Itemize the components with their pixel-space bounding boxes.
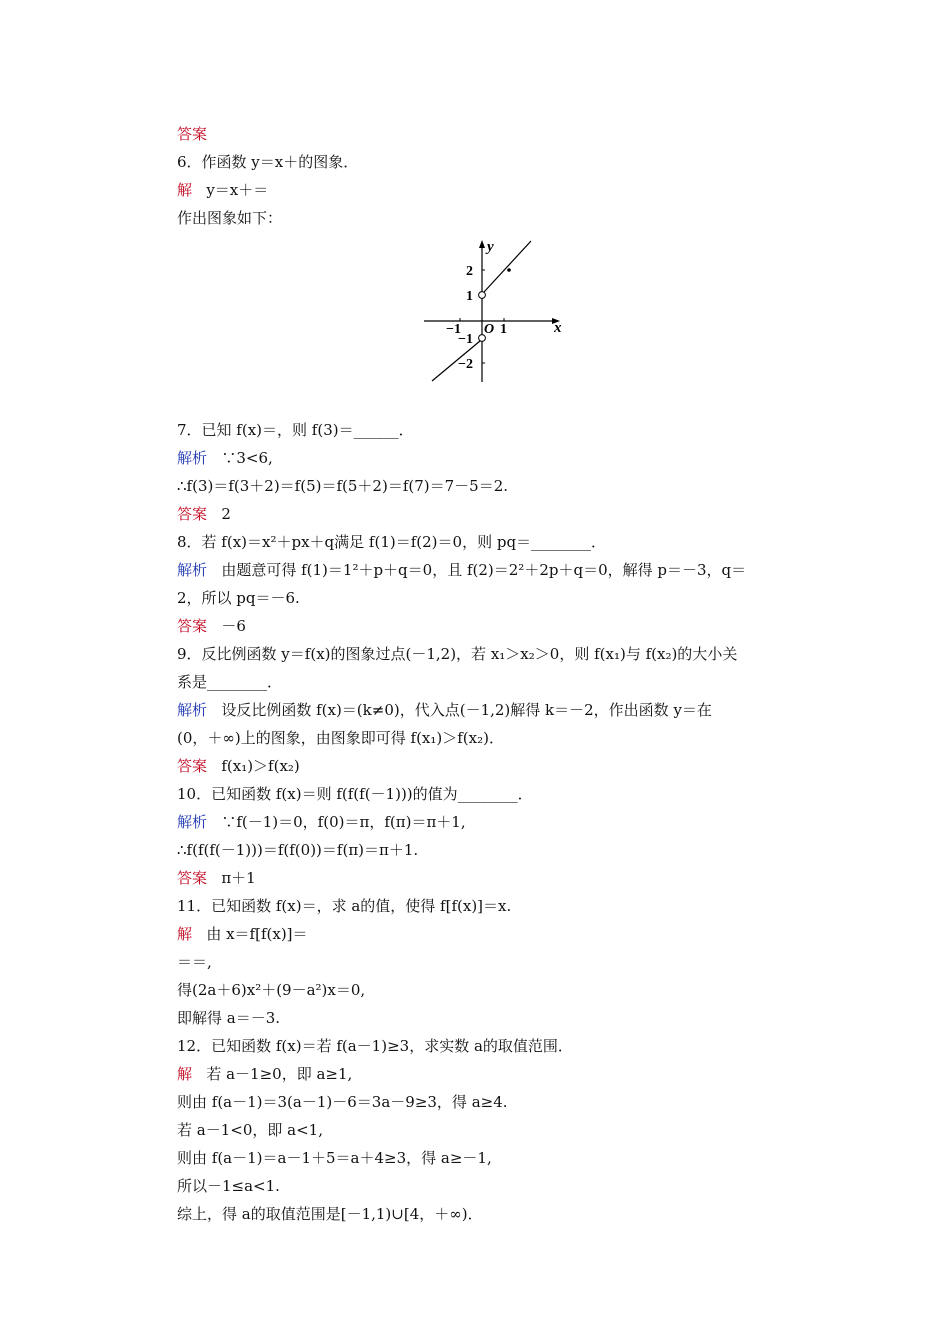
- function-graph: [420, 232, 570, 392]
- q9-analysis-line2: (0，＋∞)上的图象，由图象即可得 f(x₁)＞f(x₂)．: [177, 729, 504, 747]
- analysis-text: 设反比例函数 f(x)＝(k≠0)，代入点(－1,2)解得 k＝－2，作出函数 y＝在: [221, 701, 712, 719]
- solution-label: 解: [177, 1065, 193, 1083]
- q8-answer: [177, 616, 246, 636]
- answer-label: 答案: [177, 757, 208, 775]
- q8-analysis: [177, 560, 746, 580]
- q8-question: 8．若 f(x)＝x²＋px＋q满足 f(1)＝f(2)＝0，则 pq＝________．: [177, 533, 607, 551]
- q12-solution: [177, 1064, 352, 1084]
- q12-line2: 则由 f(a－1)＝3(a－1)－6＝3a－9≥3，得 a≥4.: [177, 1093, 508, 1111]
- x-axis-label: x: [554, 320, 562, 336]
- q12-line5: 所以－1≤a<1.: [177, 1177, 280, 1195]
- q11-question: 11．已知函数 f(x)＝，求 a的值，使得 f[f(x)]＝x.: [177, 897, 512, 915]
- q8-analysis-line2: 2，所以 pq＝－6.: [177, 589, 300, 607]
- q6-graph-intro: 作出图象如下：: [177, 209, 283, 227]
- y-tick-label: −2: [458, 357, 473, 372]
- analysis-label: 解析: [177, 813, 208, 831]
- q7-analysis-line2: ∴f(3)＝f(3＋2)＝f(5)＝f(5＋2)＝f(7)＝7－5＝2.: [177, 477, 509, 495]
- answer-label: 答案: [177, 617, 208, 635]
- solution-text: y＝x＋＝: [206, 181, 269, 199]
- y-tick-label: −1: [458, 332, 473, 347]
- q12-line6: 综上，得 a的取值范围是[－1,1)∪[4，＋∞)．: [177, 1205, 483, 1223]
- origin-label: O: [484, 322, 495, 337]
- q10-analysis-line2: ∴f(f(f(－1)))＝f(f(0))＝f(π)＝π＋1.: [177, 841, 419, 859]
- q7-answer: [177, 504, 231, 524]
- q7-analysis: [177, 448, 273, 468]
- analysis-label: 解析: [177, 449, 208, 467]
- q12-question: 12．已知函数 f(x)＝若 f(a－1)≥3，求实数 a的取值范围．: [177, 1037, 573, 1055]
- x-tick-label: −1: [446, 322, 461, 337]
- answer-label: 答案: [177, 125, 208, 143]
- q5-answer: [177, 124, 207, 144]
- answer-text: 2: [221, 505, 231, 523]
- point-1-2: [507, 268, 511, 272]
- q11-solution-line3: 得(2a＋6)x²＋(9－a²)x＝0,: [177, 981, 366, 999]
- answer-label: 答案: [177, 869, 208, 887]
- answer-text: π＋1: [221, 869, 256, 887]
- q12-line4: 则由 f(a－1)＝a－1＋5＝a＋4≥3，得 a≥－1,: [177, 1149, 492, 1167]
- y-axis-arrow: [479, 240, 485, 248]
- q7-question: 7．已知 f(x)＝，则 f(3)＝______．: [177, 421, 414, 439]
- q11-solution: [177, 924, 308, 944]
- solution-text: 由 x＝f[f(x)]＝: [206, 925, 308, 943]
- q10-answer: [177, 868, 256, 888]
- x-tick-label: 1: [500, 322, 507, 337]
- q11-solution-line4: 即解得 a＝－3.: [177, 1009, 281, 1027]
- y-tick-label: 1: [466, 289, 473, 304]
- q10-question: 10．已知函数 f(x)＝则 f(f(f(－1)))的值为________．: [177, 785, 533, 803]
- solution-label: 解: [177, 181, 193, 199]
- q9-question-line2: 系是________．: [177, 673, 283, 691]
- q10-analysis: [177, 812, 466, 832]
- analysis-text: ∵f(－1)＝0，f(0)＝π，f(π)＝π＋1,: [221, 813, 466, 831]
- q11-solution-line2: ＝＝,: [177, 953, 212, 971]
- q9-analysis: [177, 700, 712, 720]
- analysis-text: 由题意可得 f(1)＝1²＋p＋q＝0，且 f(2)＝2²＋2p＋q＝0，解得 p＝－3，q＝: [221, 561, 747, 579]
- q9-answer: [177, 756, 300, 776]
- analysis-label: 解析: [177, 701, 208, 719]
- q6-solution: [177, 180, 268, 200]
- q6-question: 6．作函数 y＝x＋的图象．: [177, 153, 359, 171]
- y-axis-label: y: [487, 239, 494, 255]
- q9-question: 9．反比例函数 y＝f(x)的图象过点(－1,2)，若 x₁＞x₂＞0，则 f(x₁)与 f(x₂)的大小关: [177, 645, 738, 663]
- analysis-text: ∵3<6,: [221, 449, 273, 467]
- open-point-0-1: [479, 292, 486, 299]
- solution-text: 若 a－1≥0，即 a≥1,: [206, 1065, 353, 1083]
- answer-text: f(x₁)＞f(x₂): [221, 757, 300, 775]
- answer-label: 答案: [177, 505, 208, 523]
- answer-text: －6: [221, 617, 246, 635]
- y-tick-label: 2: [466, 264, 473, 279]
- solution-label: 解: [177, 925, 193, 943]
- q12-line3: 若 a－1<0，即 a<1,: [177, 1121, 323, 1139]
- analysis-label: 解析: [177, 561, 208, 579]
